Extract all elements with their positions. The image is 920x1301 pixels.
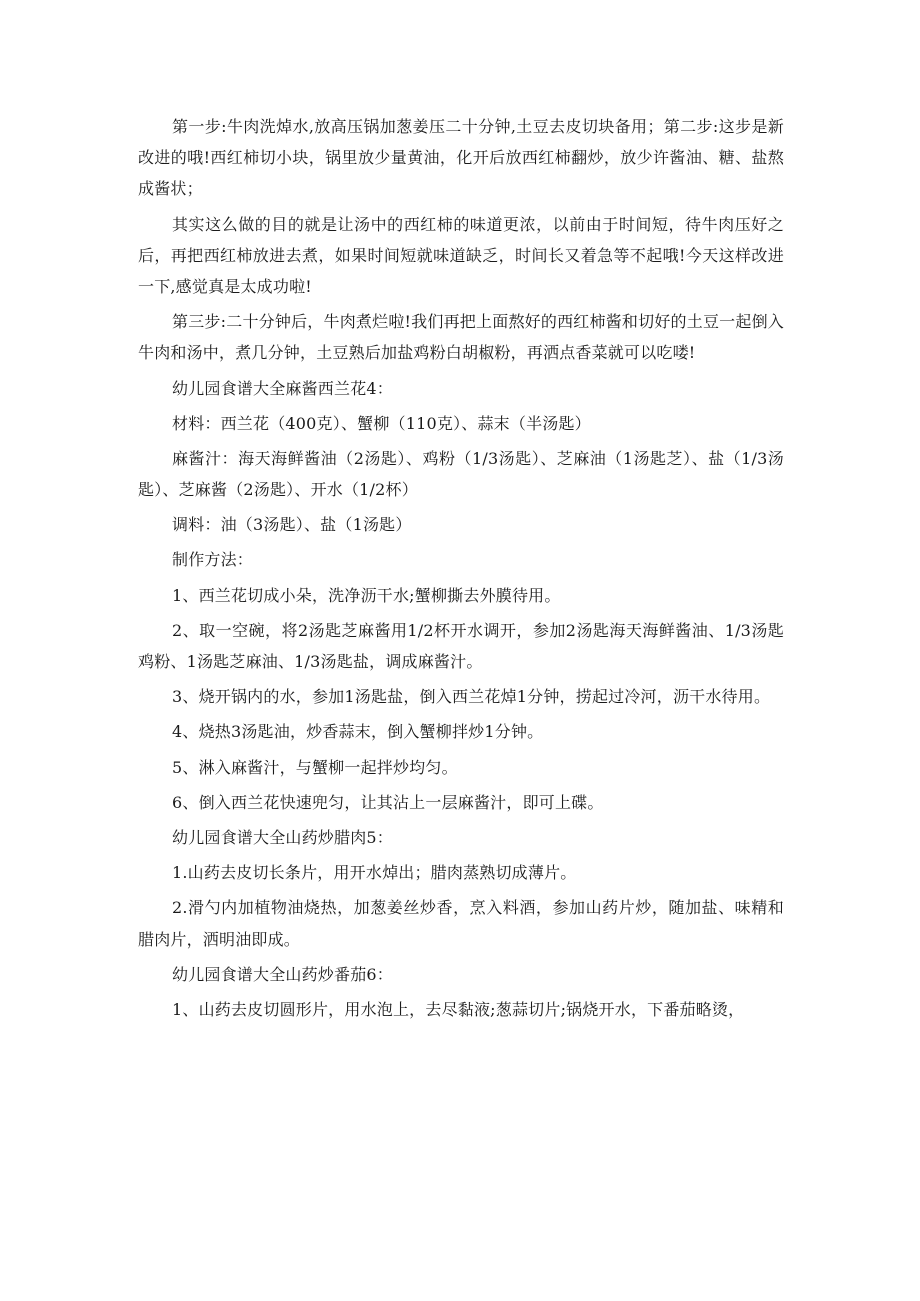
- recipe6-step-1: 1、山药去皮切圆形片，用水泡上，去尽黏液;葱蒜切片;锅烧开水，下番茄略烫，: [172, 999, 745, 1019]
- method-step-5: 5、淋入麻酱汁，与蟹柳一起拌炒均匀。: [172, 757, 458, 777]
- recipe5-step-2: 2.滑勺内加植物油烧热，加葱姜丝炒香，烹入料酒，参加山药片炒，随加盐、味精和腊肉片，洒明油即成。: [138, 898, 784, 949]
- method-step-1: 1、西兰花切成小朵，洗净沥干水;蟹柳撕去外膜待用。: [172, 585, 561, 605]
- recipe-title-4: 幼儿园食谱大全麻酱西兰花4：: [172, 378, 393, 398]
- seasoning-line: 调料：油（3汤匙）、盐（1汤匙）: [172, 515, 412, 535]
- document-body: [138, 111, 784, 1029]
- paragraph-explanation: 其实这么做的目的就是让汤中的西红柿的味道更浓，以前由于时间短，待牛肉压好之后，再把西红柿放进去煮，如果时间短就味道缺乏，时间长又着急等不起哦!今天这样改进一下,感觉真是太成功啦!: [138, 214, 784, 296]
- method-step-3: 3、烧开锅内的水，参加1汤匙盐，倒入西兰花焯1分钟，捞起过冷河，沥干水待用。: [172, 687, 771, 707]
- method-step-2: 2、取一空碗，将2汤匙芝麻酱用1/2杯开水调开，参加2汤匙海天海鲜酱油、1/3汤匙鸡粉、1汤匙芝麻油、1/3汤匙盐，调成麻酱汁。: [138, 620, 784, 671]
- ingredients-line: 材料：西兰花（400克）、蟹柳（110克）、蒜末（半汤匙）: [172, 413, 591, 433]
- recipe5-step-1: 1.山药去皮切长条片，用开水焯出；腊肉蒸熟切成薄片。: [172, 863, 577, 883]
- paragraph-step3: 第三步:二十分钟后，牛肉煮烂啦!我们再把上面熬好的西红柿酱和切好的土豆一起倒入牛肉和汤中，煮几分钟，土豆熟后加盐鸡粉白胡椒粉，再洒点香菜就可以吃喽!: [138, 312, 784, 363]
- method-step-4: 4、烧热3汤匙油，炒香蒜末，倒入蟹柳拌炒1分钟。: [172, 722, 544, 742]
- recipe-title-6: 幼儿园食谱大全山药炒番茄6：: [172, 964, 393, 984]
- method-step-6: 6、倒入西兰花快速兜匀，让其沾上一层麻酱汁，即可上碟。: [172, 792, 604, 812]
- method-heading: 制作方法：: [172, 550, 254, 570]
- paragraph-step1-2: 第一步:牛肉洗焯水,放高压锅加葱姜压二十分钟,土豆去皮切块备用；第二步:这步是新改进的哦!西红柿切小块，锅里放少量黄油，化开后放西红柿翻炒，放少许酱油、糖、盐熬成酱状；: [138, 117, 784, 199]
- recipe-title-5: 幼儿园食谱大全山药炒腊肉5：: [172, 827, 393, 847]
- sauce-line: 麻酱汁：海天海鲜酱油（2汤匙）、鸡粉（1/3汤匙）、芝麻油（1汤匙芝）、盐（1/3汤匙）、芝麻酱（2汤匙）、开水（1/2杯）: [138, 448, 784, 500]
